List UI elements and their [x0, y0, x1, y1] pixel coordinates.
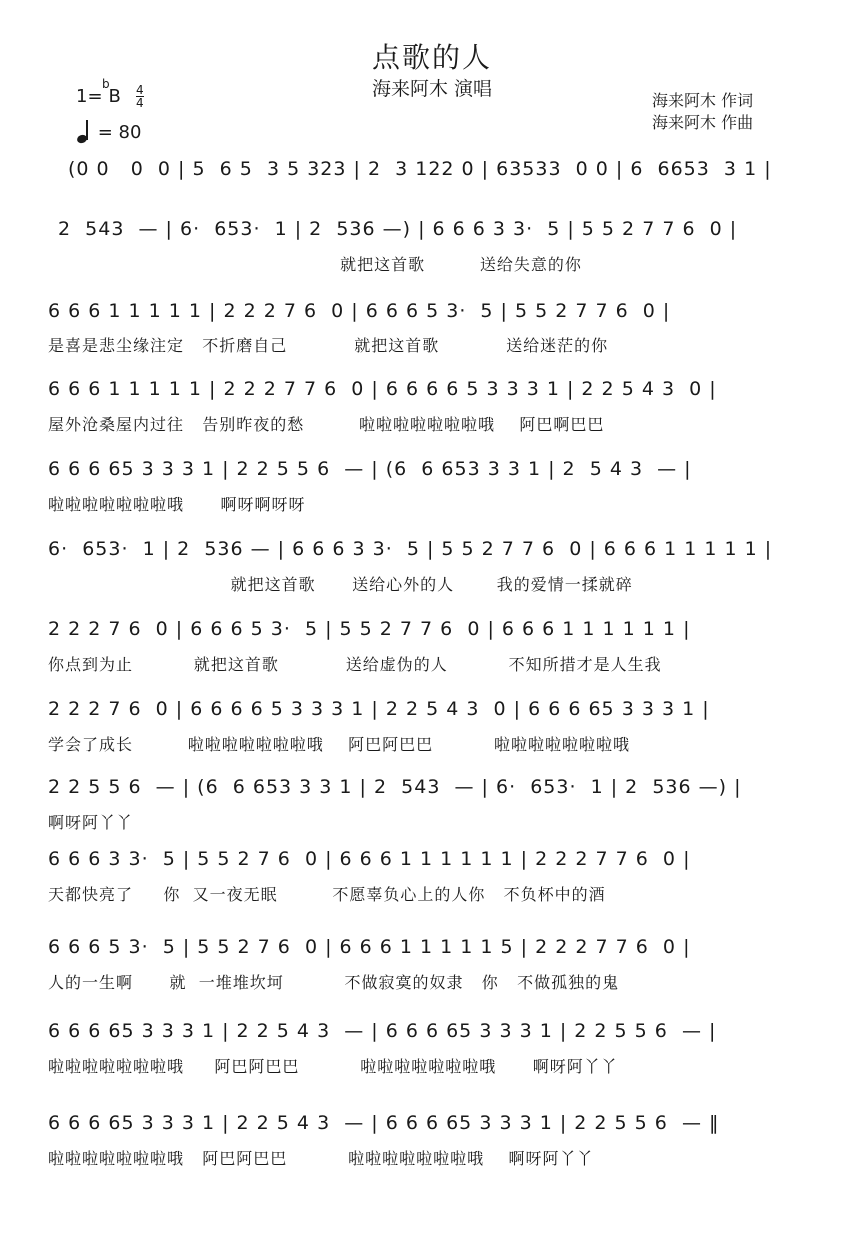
- lyric-line: 就把这首歌 送给失意的你: [48, 255, 582, 274]
- tempo-value: = 80: [97, 122, 142, 143]
- notation-line: 2 2 2 7 6 0 | 6 6 6 6 5 3 3 3 1 | 2 2 5 4 3 0 | 6 6 6 65 3 3 3 1 |: [48, 698, 710, 720]
- lyric-line: 就把这首歌 送给心外的人 我的爱情一揉就碎: [48, 575, 633, 594]
- quarter-note-icon: [76, 123, 92, 143]
- meter-top: 4: [136, 83, 144, 97]
- notation-line: 2 2 2 7 6 0 | 6 6 6 5 3· 5 | 5 5 2 7 7 6 0 | 6 6 6 1 1 1 1 1 1 |: [48, 618, 691, 640]
- lyric-line: 学会了成长 啦啦啦啦啦啦啦哦 阿巴阿巴巴 啦啦啦啦啦啦啦哦: [48, 735, 630, 754]
- notation-line: (0 0 0 0 | 5 6 5 3 5 323 | 2 3 122 0 | 63533 0 0 | 6 6653 3 1 |: [68, 158, 772, 180]
- lyric-line: 啦啦啦啦啦啦啦哦 阿巴阿巴巴 啦啦啦啦啦啦啦哦 啊呀阿丫丫: [48, 1149, 594, 1168]
- key-prefix: 1=: [76, 86, 103, 107]
- lyric-line: 人的一生啊 就 一堆堆坎坷 不做寂寞的奴隶 你 不做孤独的鬼: [48, 973, 620, 992]
- credits: [652, 90, 753, 134]
- lyric-line: 啦啦啦啦啦啦啦哦 阿巴阿巴巴 啦啦啦啦啦啦啦哦 啊呀阿丫丫: [48, 1057, 618, 1076]
- notation-line: 6· 653· 1 | 2 536 — | 6 6 6 3 3· 5 | 5 5 2 7 7 6 0 | 6 6 6 1 1 1 1 1 |: [48, 538, 773, 560]
- notation-line: 2 543 — | 6· 653· 1 | 2 536 —) | 6 6 6 3 3· 5 | 5 5 2 7 7 6 0 |: [58, 218, 738, 240]
- meter-bottom: 4: [136, 96, 144, 110]
- notation-line: 6 6 6 1 1 1 1 1 | 2 2 2 7 7 6 0 | 6 6 6 6 5 3 3 3 1 | 2 2 5 4 3 0 |: [48, 378, 717, 400]
- performer-credit: 海来阿木 演唱: [371, 78, 493, 100]
- lyric-line: 天都快亮了 你 又一夜无眠 不愿辜负心上的人你 不负杯中的酒: [48, 885, 606, 904]
- notation-line: 2 2 5 5 6 — | (6 6 653 3 3 1 | 2 543 — | 6· 653· 1 | 2 536 —) |: [48, 776, 742, 798]
- notation-line: 6 6 6 1 1 1 1 1 | 2 2 2 7 6 0 | 6 6 6 5 3· 5 | 5 5 2 7 7 6 0 |: [48, 300, 671, 322]
- lyric-line: 啦啦啦啦啦啦啦哦 啊呀啊呀呀: [48, 495, 306, 514]
- notation-line: 6 6 6 65 3 3 3 1 | 2 2 5 4 3 — | 6 6 6 65 3 3 3 1 | 2 2 5 5 6 — ‖: [48, 1112, 720, 1134]
- notation-line: 6 6 6 3 3· 5 | 5 5 2 7 6 0 | 6 6 6 1 1 1 1 1 1 | 2 2 2 7 7 6 0 |: [48, 848, 691, 870]
- lyric-line: 啊呀阿丫丫: [48, 813, 134, 832]
- lyric-line: 你点到为止 就把这首歌 送给虚伪的人 不知所措才是人生我: [48, 655, 662, 674]
- tempo-marking: [76, 122, 141, 143]
- lyric-line: 是喜是悲尘缘注定 不折磨自己 就把这首歌 送给迷茫的你: [48, 336, 609, 355]
- flat-sign: b: [102, 77, 110, 91]
- lyricist-credit: 海来阿木 作词: [652, 91, 754, 110]
- notation-line: 6 6 6 65 3 3 3 1 | 2 2 5 5 6 — | (6 6 653 3 3 1 | 2 5 4 3 — |: [48, 458, 692, 480]
- notation-line: 6 6 6 5 3· 5 | 5 5 2 7 6 0 | 6 6 6 1 1 1 1 1 5 | 2 2 2 7 7 6 0 |: [48, 936, 691, 958]
- lyric-line: 屋外沧桑屋内过往 告别昨夜的愁 啦啦啦啦啦啦啦哦 阿巴啊巴巴: [48, 415, 605, 434]
- composer-credit: 海来阿木 作曲: [652, 113, 754, 132]
- time-signature: [136, 84, 144, 109]
- key-signature: [76, 77, 144, 110]
- song-title: 点歌的人: [371, 41, 492, 74]
- key-note: B: [108, 86, 121, 107]
- notation-line: 6 6 6 65 3 3 3 1 | 2 2 5 4 3 — | 6 6 6 65 3 3 3 1 | 2 2 5 5 6 — |: [48, 1020, 717, 1042]
